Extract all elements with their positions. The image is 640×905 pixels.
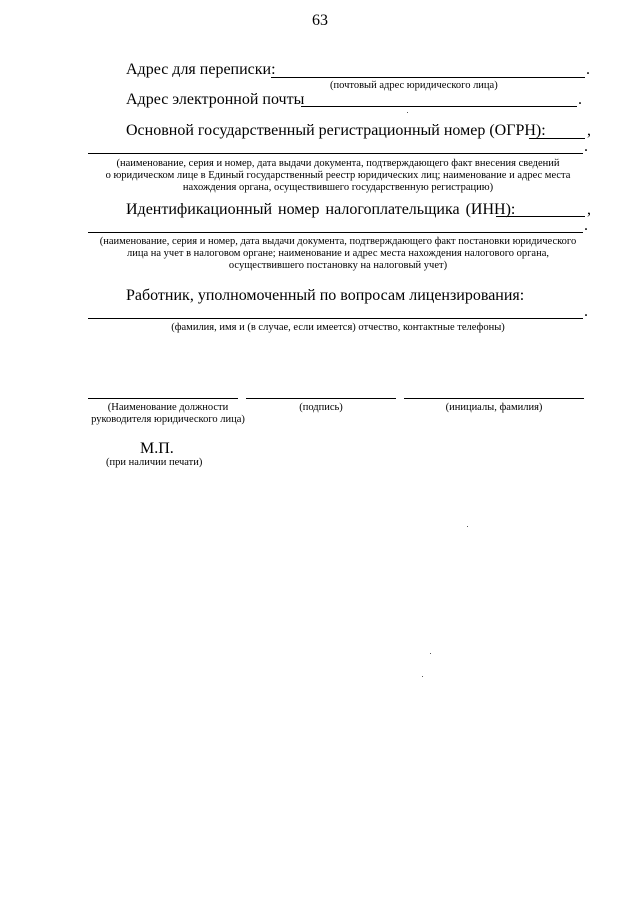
- mail-address-hint: (почтовый адрес юридического лица): [330, 80, 498, 91]
- stamp-label: М.П.: [140, 440, 174, 457]
- page-number: 63: [312, 12, 328, 29]
- ogrn-line-full: [88, 153, 583, 154]
- scan-speck: [422, 676, 423, 677]
- inn-line-inline: [496, 216, 585, 217]
- ogrn-end: .: [584, 138, 588, 155]
- name-line: [404, 398, 584, 399]
- email-label: Адрес электронной почты: [126, 91, 305, 108]
- inn-label: Идентификационный номер налогоплательщика (ИНН):: [126, 201, 516, 218]
- ogrn-line-inline: [529, 138, 585, 139]
- inn-end: .: [584, 217, 588, 234]
- ogrn-hint-1: (наименование, серия и номер, дата выдачи документа, подтверждающего факт внесения сведений: [116, 158, 560, 169]
- inn-hint-1: (наименование, серия и номер, дата выдачи документа, подтверждающего факт постановки юридического: [99, 236, 577, 247]
- position-hint-1: (Наименование должности: [107, 402, 229, 413]
- licensing-officer-line: [88, 318, 583, 319]
- mail-address-label: Адрес для переписки:: [126, 61, 276, 78]
- email-end: .: [578, 91, 582, 108]
- ogrn-hint-2: о юридическом лице в Единый государственный реестр юридических лиц; наименование и адрес места: [105, 170, 571, 181]
- licensing-officer-end: .: [584, 303, 588, 320]
- name-hint: (инициалы, фамилия): [445, 402, 543, 413]
- inn-line-full: [88, 232, 583, 233]
- ogrn-comma: ,: [587, 122, 591, 139]
- stamp-note: (при наличии печати): [106, 457, 203, 468]
- email-line: [301, 106, 577, 107]
- position-hint-2: руководителя юридического лица): [91, 414, 245, 425]
- licensing-officer-label: Работник, уполномоченный по вопросам лицензирования:: [126, 287, 525, 304]
- mail-address-line: [271, 77, 585, 78]
- scan-speck: [407, 112, 408, 113]
- position-line: [88, 398, 238, 399]
- signature-line: [246, 398, 396, 399]
- inn-hint-2: лица на учет в налоговом органе; наименование и адрес места нахождения налогового органа,: [127, 248, 549, 259]
- ogrn-label: Основной государственный регистрационный номер (ОГРН):: [126, 122, 546, 139]
- mail-address-end: .: [586, 61, 590, 78]
- inn-hint-3: осуществившего постановку на налоговый учет): [228, 260, 448, 271]
- signature-hint: (подпись): [299, 402, 343, 413]
- scan-speck: [467, 526, 468, 527]
- inn-comma: ,: [587, 201, 591, 218]
- licensing-officer-hint: (фамилия, имя и (в случае, если имеется) отчество, контактные телефоны): [171, 322, 505, 333]
- scan-speck: [430, 653, 431, 654]
- ogrn-hint-3: нахождения органа, осуществившего государственную регистрацию): [182, 182, 494, 193]
